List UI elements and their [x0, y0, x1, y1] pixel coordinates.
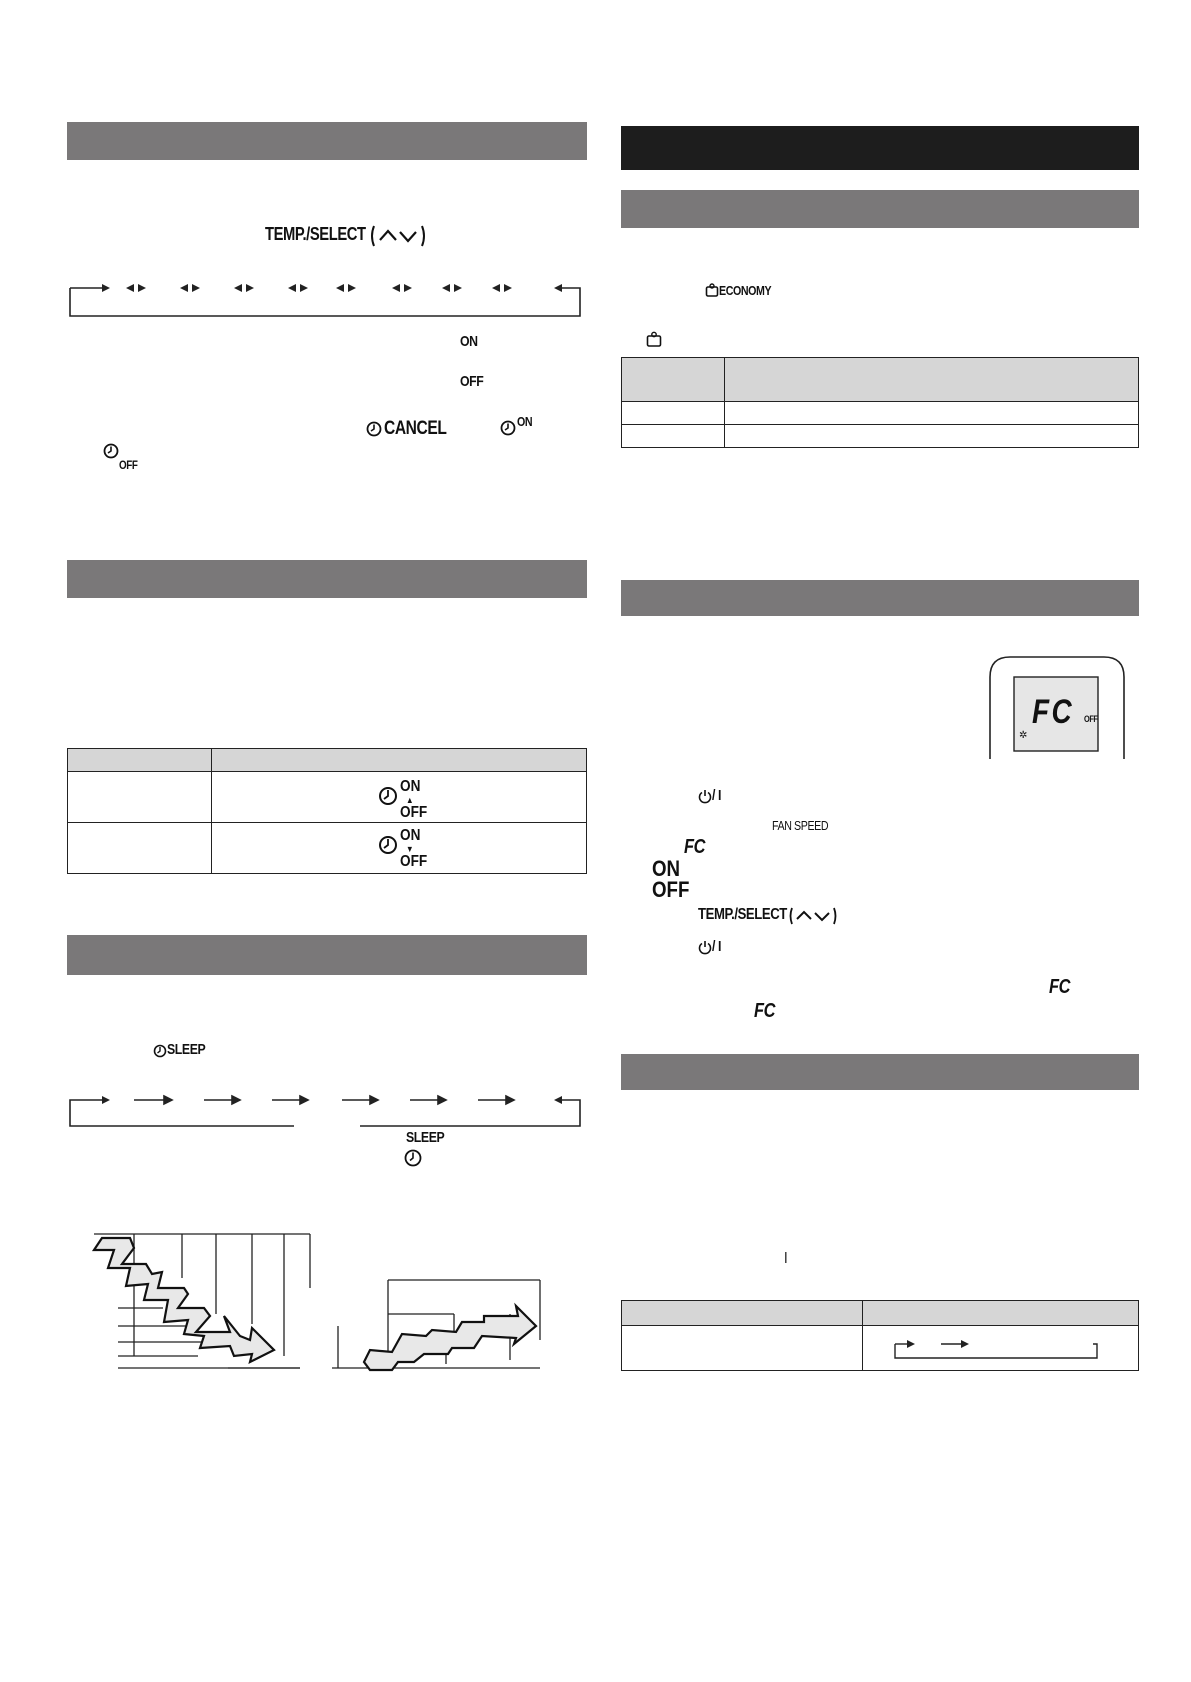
- mode-cycle-diagram: [891, 1338, 1111, 1362]
- table-header-row: [68, 749, 587, 772]
- fc-label: FC: [684, 836, 706, 858]
- section-header-bar-5: [621, 580, 1139, 616]
- remote-display-off-text: OFF: [1084, 714, 1098, 724]
- table-cell: [68, 823, 212, 874]
- table-header-cell: [725, 358, 1139, 402]
- timer-icon: [103, 443, 119, 459]
- table-row: [622, 1326, 1139, 1371]
- table-cell: [725, 425, 1139, 448]
- timer-off-label: OFF: [119, 458, 138, 472]
- table-header-row: [622, 1301, 1139, 1326]
- on-label: ON: [652, 856, 681, 881]
- section-header-bar-2: [67, 560, 587, 598]
- table-cell: [622, 402, 725, 425]
- table-row: [68, 823, 587, 874]
- table-cell: [622, 425, 725, 448]
- fan-speed-button-label: FAN SPEED: [772, 818, 829, 833]
- table-header-cell: [212, 749, 587, 772]
- off-label: OFF: [400, 853, 428, 870]
- timer-icon: [404, 1149, 422, 1167]
- economy-table: [621, 357, 1139, 448]
- timer-icon: [378, 786, 398, 806]
- off-label: OFF: [652, 877, 690, 902]
- power-icon: [698, 789, 712, 803]
- table-header-cell: [622, 358, 725, 402]
- section-header-bar-3: [67, 935, 587, 975]
- on-label: ON: [460, 333, 478, 350]
- timer-table: [67, 748, 587, 874]
- timer-icon: [366, 421, 382, 437]
- timer-icon: [153, 1044, 167, 1058]
- table-cell: [212, 772, 587, 823]
- off-label: OFF: [460, 373, 484, 390]
- remote-display-code: FC: [1032, 693, 1075, 731]
- power-button-label: I: [718, 787, 722, 804]
- cancel-button-label: CANCEL: [384, 418, 447, 439]
- power-icon: [698, 940, 712, 954]
- arrow-up-icon: ▲: [405, 795, 414, 805]
- temperature-cycle-diagram: [66, 280, 586, 320]
- table-header-cell: [68, 749, 212, 772]
- sleep-cooling-staircase-diagram: [88, 1228, 328, 1368]
- table-cell: [725, 402, 1139, 425]
- table-header-cell: [863, 1301, 1139, 1326]
- chevron-down-icon: [815, 913, 829, 920]
- chevron-up-icon: [797, 912, 811, 919]
- table-row: [622, 402, 1139, 425]
- on-label: ON: [400, 778, 421, 795]
- temp-select-button-label: TEMP./SELECT: [265, 224, 366, 244]
- table-row: [622, 425, 1139, 448]
- fc-label: FC: [754, 1000, 776, 1022]
- fan-icon: ✲: [1019, 730, 1028, 741]
- sleep-heating-staircase-diagram: [330, 1270, 550, 1370]
- timer-icon: [500, 420, 516, 436]
- table-cell: [212, 823, 587, 874]
- table-header-cell: [622, 1301, 863, 1326]
- power-button-slash: /: [712, 938, 716, 955]
- mode-table: [621, 1300, 1139, 1371]
- on-label: ON: [400, 827, 421, 844]
- chevron-up-down-icon: [370, 224, 440, 248]
- power-button-slash: /: [712, 787, 716, 804]
- table-header-row: [622, 358, 1139, 402]
- sleep-button-label: SLEEP: [167, 1041, 206, 1058]
- section-header-bar-6: [621, 1054, 1139, 1090]
- power-button-label: I: [718, 938, 722, 955]
- section-header-bar-1: [67, 122, 587, 160]
- table-cell: [68, 772, 212, 823]
- off-label: OFF: [400, 804, 428, 821]
- section-header-bar-4: [621, 190, 1139, 228]
- table-cell: [622, 1326, 863, 1371]
- economy-button-label: ECONOMY: [719, 283, 772, 298]
- chevron-up-down-icon: [789, 906, 849, 926]
- sleep-cycle-diagram: [66, 1090, 586, 1130]
- chevron-up-icon: [380, 231, 396, 240]
- chapter-header-bar: [621, 126, 1139, 170]
- arrow-down-icon: ▼: [405, 844, 414, 854]
- table-cell: [863, 1326, 1139, 1371]
- chevron-down-icon: [400, 232, 416, 241]
- timer-on-label: ON: [517, 414, 533, 429]
- timer-icon: [378, 835, 398, 855]
- table-row: [68, 772, 587, 823]
- temp-select-button-label: TEMP./SELECT: [698, 906, 787, 923]
- economy-icon: [646, 331, 662, 347]
- sleep-display-label: SLEEP: [406, 1129, 445, 1146]
- fc-label: FC: [1049, 976, 1071, 998]
- standalone-bar-label: I: [784, 1250, 788, 1267]
- economy-icon: [705, 283, 719, 297]
